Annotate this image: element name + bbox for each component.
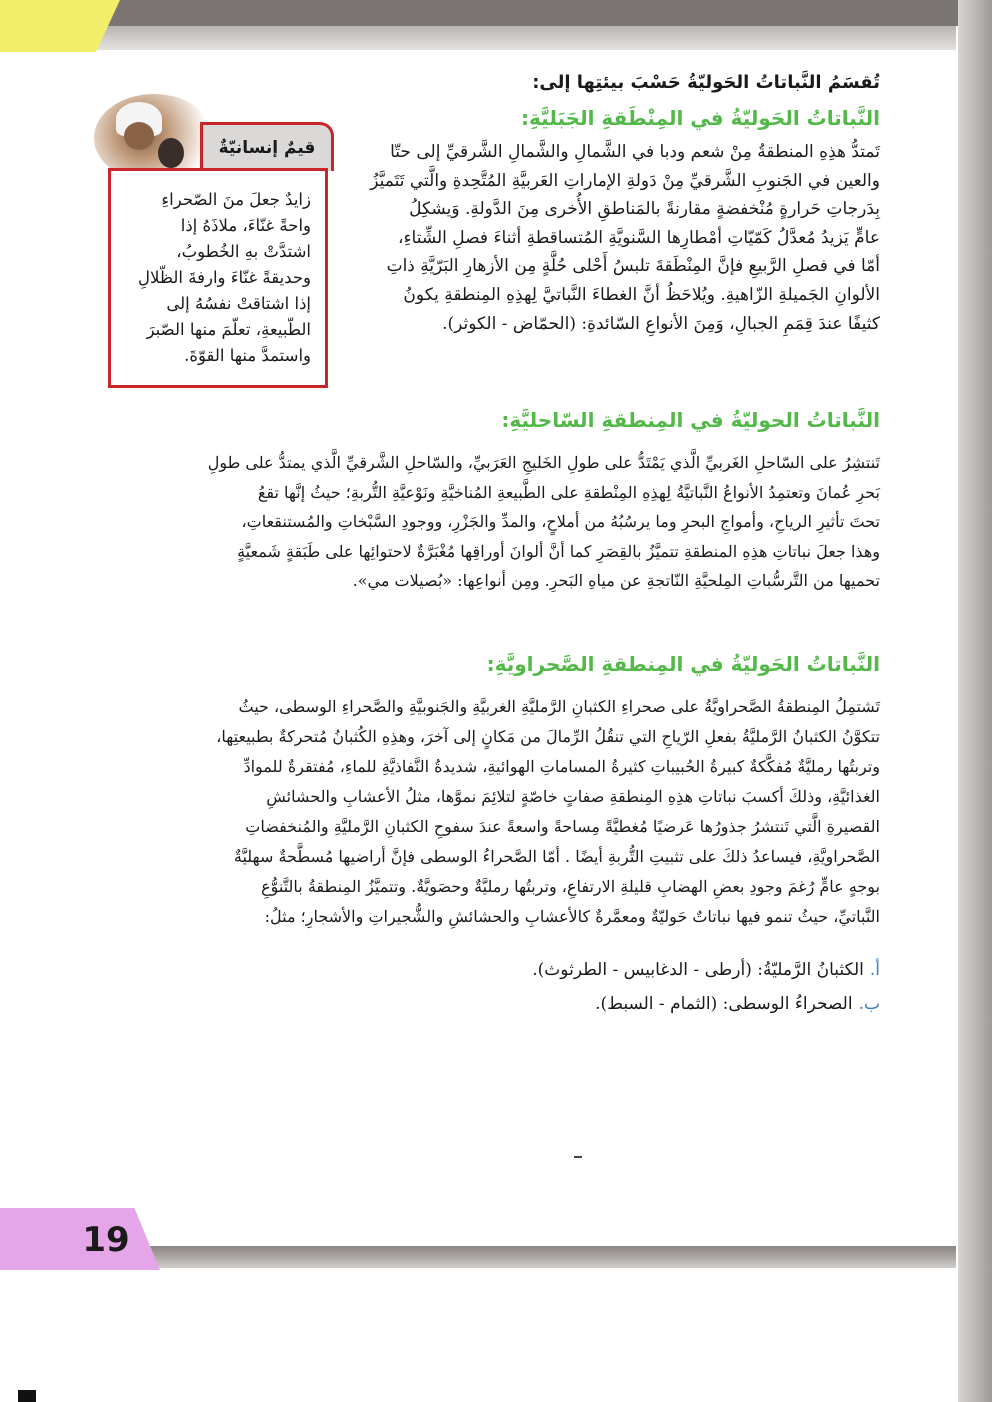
intro-line: تُقسَمُ النَّباتاتُ الحَوليّةُ حَسْبَ بيئتِها إلى: (532, 72, 880, 93)
human-values-box (108, 94, 334, 394)
human-values-text (108, 168, 328, 388)
text-line: تَمتدُّ هذِهِ المنطقةُ مِنْ شعم ودبا في الشَّمالِ والشَّمالِ الشَّرقيِّ إلى حتّا (390, 142, 880, 162)
values-line: زايدٌ جعلَ منَ الصّحراءِ (161, 190, 311, 209)
page-number: 19 (82, 1220, 130, 1260)
heading-coastal-region: النَّباتاتُ الحوليّةُ في المِنطقةِ السّاحليَّةِ: (501, 408, 880, 432)
text-line: الصَّحراويَّةِ، فيساعدُ ذلكَ على تثبيتِ التُّربةِ أيضًا . أمّا الصَّحراءُ الوسطى فإنَّ أراضيها مُسطَّحةٌ سهليَّةٌ (233, 847, 880, 866)
text-line: والعين في الجَنوبِ الشَّرقيِّ مِنْ دَولةِ الإماراتِ العَربيَّةِ المُتَّحِدةِ والَّتي تَتَميَّزُ (370, 170, 880, 191)
footer-bar (40, 1246, 956, 1268)
text-line: تَنتشِرُ على السّاحلِ الغَربيِّ الَّذي يَمْتَدُّ على طولِ الخَليجِ العَرَبيِّ، والسّاحلِ الشَّرقيِّ الَّذي يمتدُّ على طولِ (207, 453, 880, 472)
text-line: القصيرةِ الَّتي تَنتشرُ جذورُها عَرضيًا مُغطيَّةً مِساحةً واسعةً عندَ سفوحِ الكثبانِ الرَّمليَّةِ والمُنخفضاتِ (245, 817, 880, 836)
text-line: وهذا جعلَ نباتاتِ هذِهِ المنطقةِ تتميَّزُ بالقِصَرِ كما أنَّ ألوانَ أوراقِها مُغْبَرَّةٌ لاحتوائِها على طَبَقةٍ شَمعيَّةٍ (237, 541, 880, 561)
text-line: تتكوَّنُ الكثبانُ الرَّمليَّةُ بفعلِ الرّياحِ التي تنقُلُ الرِّمالَ من مَكانٍ إلى آخرَ، وهذِهِ الكُثبانُ مُتحركةٌ بطبيعتِها، (216, 727, 880, 746)
paragraph-coastal-region (124, 448, 880, 596)
human-values-title-text: قيمٌ إنسانيّةٌ (218, 138, 316, 158)
corner-mark (18, 1390, 36, 1402)
text-line: الألوانِ الجَميلةِ الزّاهيةِ. ويُلاحَظُ أنَّ الغطاءَ النَّباتيَّ لِهذِهِ المِنطقةِ يكونُ (403, 284, 880, 305)
text-line: تحتَ تأثيرِ الرياحِ، وأمواجِ البحرِ وما يرسُبُهُ من أملاحٍ، والمدِّ والجَزْرِ، ووجودِ السَّبْخاتِ والمُستنقعاتِ، (241, 512, 880, 531)
list-item-central-desert (340, 994, 880, 1014)
list-marker: ب. (858, 994, 880, 1014)
values-line: إذا اشتاقتْ نفسُهُ إلى (166, 294, 311, 313)
list-item-sand-dunes (340, 960, 880, 980)
list-marker: أ. (869, 960, 880, 980)
text-line: بِدَرجاتِ حَرارةٍ مُنْخفضةٍ مقارنةً بالمَناطقِ الأُخرى مِنَ الدَّولةِ. وَيشكِلُ (409, 199, 880, 220)
paragraph-mountain-region (348, 138, 880, 338)
text-line: كثيفًا عندَ قِمَمِ الجبالِ، وَمِنَ الأنواعِ السّائدةِ: (الحمّاض - الكوثر). (442, 313, 880, 334)
values-line: وحديقةً غنّاءَ وارفةَ الظّلالِ (138, 268, 311, 287)
top-banner-shade (36, 26, 956, 50)
text-line: بوجهٍ عامٍّ رُغمَ وجودِ بعضِ الهضابِ قليلةِ الارتفاعِ، وتربتُها رمليَّةٌ وحصَويَّةٌ. وتتميَّزُ المِنطقةُ بالتَّنوُّعِ (261, 877, 880, 896)
text-line: أمّا في فصلِ الرَّبيعِ فإنَّ المِنْطَقةَ تلبسُ أَحْلى حُلَّةٍ مِن الأزهارِ البَرّيَّةِ ذاتِ (386, 256, 880, 277)
values-line: واحةً غنّاءَ، ملاذَهُ إذا (180, 216, 311, 235)
page-edge-strip (958, 0, 992, 1402)
text-line: تَشتمِلُ المِنطقةُ الصَّحراويَّةُ على صحراءِ الكثبانِ الرَّمليَّةِ الغربيَّةِ والجَنوبيَّةِ والصَّحراءِ الوسطى، حيثُ (238, 697, 880, 716)
list-item-text: الكثبانُ الرَّمليّةُ: (أرطى - الدغابيس - الطرثوث). (532, 960, 864, 980)
heading-mountain-region: النَّباتاتُ الحَوليّةُ في المِنْطَقةِ الجَبَليَّةِ: (521, 106, 880, 130)
heading-desert-region: النَّباتاتُ الحَوليّةُ في المِنطقةِ الصَّحراويَّةِ: (486, 652, 880, 676)
divider-mark (574, 1156, 582, 1158)
text-line: بَحرِ عُمانَ وتعتمِدُ الأنواعُ النَّباتيَّةُ لِهذِهِ المِنْطقةِ على الطَّبيعةِ المُناخيَّةِ ونَوْعيَّةِ التُّربةِ؛ حيثُ إنَّها تقعُ (257, 482, 880, 502)
text-line: الغذائيَّةِ، وذلكَ أكسبَ نباتاتِ هذِهِ المِنطقةِ صفاتٍ خاصّةٍ لتلائِمَ نموَّها، مثلُ الأعشابِ والحشائشِ (266, 787, 880, 806)
text-line: وتربتُها رمليَّةٌ مُفكَّكةٌ كبيرةُ الحُبيباتِ كثيرةُ المساماتِ الهوائيةِ، شديدةُ النَّفاذيَّةِ للماءِ، مُفتقرةٌ للموادِّ (243, 757, 880, 776)
paragraph-desert-region (124, 692, 880, 932)
text-line: تحميها من التَّرسُّباتِ المِلحيَّةِ النّاتجةِ عن مياهِ البَحرِ. ومِن أنواعِها: «بُصيلات مي». (352, 571, 880, 590)
text-line: النَّباتيِّ، حيثُ تنمو فيها نباتاتٌ حَوليّةٌ ومعمَّرةٌ كالأعشابِ والحشائشِ والشُّجيراتِ والأشجارِ؛ مثلُ: (264, 907, 880, 926)
values-line: الطّبيعةِ، تعلّمَ منها الصّبرَ (146, 320, 311, 339)
top-banner (0, 0, 992, 26)
human-values-title (200, 122, 334, 171)
values-line: اشتدَّتْ بهِ الخُطوبُ، (176, 242, 311, 261)
list-item-text: الصحراءُ الوسطى: (الثمام - السبط). (595, 994, 853, 1014)
text-line: عامٍّ يَزيدُ مُعدَّلُ كَمّيّاتِ أمْطارِها السَّنويَّةِ المُتساقطةِ أثناءَ فصلِ الشِّتاءِ، (398, 227, 880, 248)
values-line: واستمدَّ منها القوّةَ. (184, 346, 311, 365)
